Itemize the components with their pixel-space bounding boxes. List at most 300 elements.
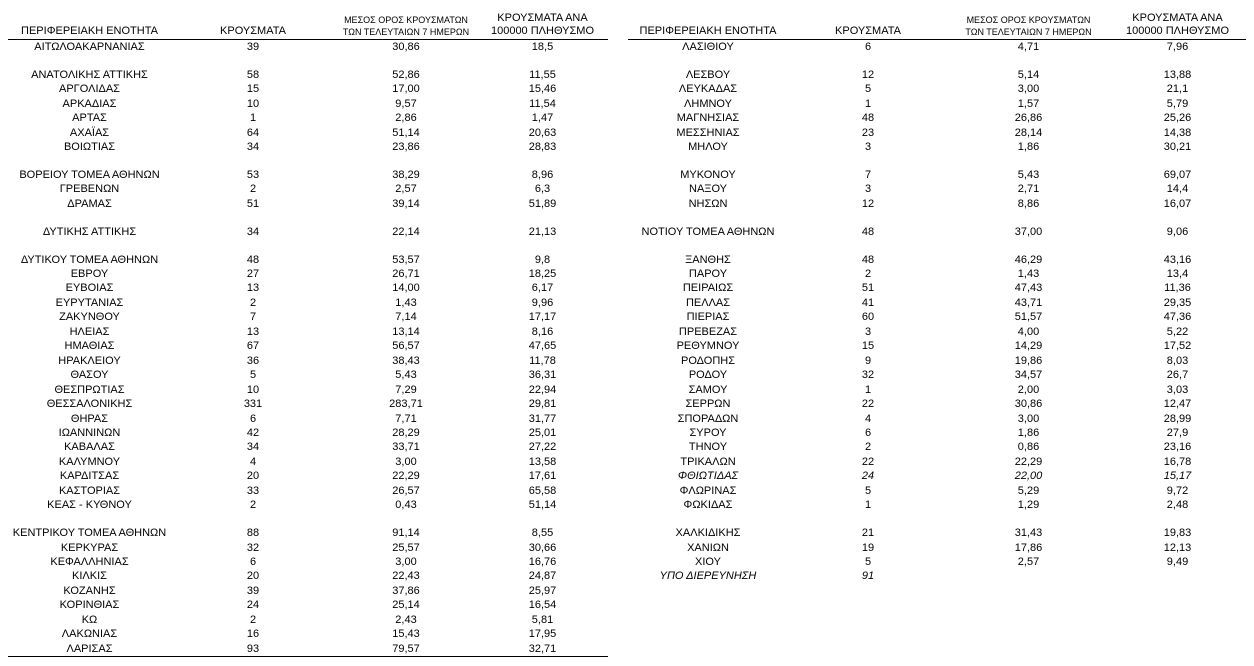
per100k-cell: 69,07 xyxy=(1163,168,1192,181)
cases-cell: 5 xyxy=(864,484,872,497)
region-cell: ΗΜΑΘΙΑΣ xyxy=(64,340,115,353)
region-cell: ΚΟΖΑΝΗΣ xyxy=(63,584,116,597)
spacer-row xyxy=(8,239,608,252)
region-cell: ΚΕΑΣ - ΚΥΘΝΟΥ xyxy=(47,499,132,512)
table-row xyxy=(8,40,608,55)
cases-cell: 2 xyxy=(864,441,872,454)
per100k-cell: 30,66 xyxy=(528,541,557,554)
cases-cell: 34 xyxy=(246,225,260,238)
header-cases: ΚΡΟΥΣΜΑΤΑ xyxy=(220,25,286,37)
region-cell: ΘΑΣΟΥ xyxy=(70,369,109,382)
table-row xyxy=(628,383,1246,397)
region-cell: ΧΑΝΙΩΝ xyxy=(687,541,729,554)
cases-cell: 15 xyxy=(246,83,260,96)
per100k-cell: 22,94 xyxy=(528,383,557,396)
table-row xyxy=(8,253,608,267)
region-cell: ΜΕΣΣΗΝΙΑΣ xyxy=(676,126,740,139)
avg7-cell: 39,14 xyxy=(392,197,420,210)
table-row xyxy=(628,397,1246,411)
table-row xyxy=(628,82,1246,96)
per100k-cell: 8,96 xyxy=(531,168,554,181)
table-row xyxy=(628,225,1246,239)
table-row xyxy=(628,354,1246,368)
per100k-cell: 2,48 xyxy=(1166,499,1189,512)
table-row xyxy=(628,541,1246,555)
cases-cell: 7 xyxy=(864,168,872,181)
avg7-cell: 46,29 xyxy=(1014,253,1043,266)
right-table-panel xyxy=(628,12,1246,584)
region-cell: ΚΩ xyxy=(81,613,98,626)
per100k-cell: 13,58 xyxy=(528,455,557,468)
table-row xyxy=(628,267,1246,281)
table-row xyxy=(8,598,608,612)
table-row xyxy=(8,325,608,339)
per100k-cell: 11,55 xyxy=(529,68,556,81)
avg7-cell: 14,00 xyxy=(392,282,420,295)
table-row xyxy=(628,325,1246,339)
avg7-cell: 37,86 xyxy=(392,584,420,597)
avg7-cell: 283,71 xyxy=(389,398,423,411)
per100k-cell: 1,47 xyxy=(531,112,554,125)
per100k-cell: 23,16 xyxy=(1163,441,1192,454)
per100k-cell: 31,77 xyxy=(528,412,557,425)
region-cell: ΠΙΕΡΙΑΣ xyxy=(686,311,730,324)
avg7-cell: 26,57 xyxy=(392,484,420,497)
avg7-cell: 22,29 xyxy=(392,470,420,483)
per100k-cell: 6,3 xyxy=(534,183,551,196)
table-row xyxy=(8,569,608,583)
table-row xyxy=(8,267,608,281)
region-cell: ΚΕΦΑΛΛΗΝΙΑΣ xyxy=(50,556,129,568)
region-cell: ΤΗΝΟΥ xyxy=(688,441,728,454)
table-body-right xyxy=(628,40,1246,584)
region-cell: ΥΠΟ ΔΙΕΡΕΥΝΗΣΗ xyxy=(659,570,757,583)
region-cell: ΑΡΤΑΣ xyxy=(72,112,107,125)
avg7-cell: 38,29 xyxy=(392,168,420,181)
region-cell: ΡΟΔΟΠΗΣ xyxy=(680,354,736,367)
region-cell: ΚΙΛΚΙΣ xyxy=(72,570,107,583)
cases-cell: 2 xyxy=(864,268,872,280)
per100k-cell: 28,83 xyxy=(528,141,557,154)
per100k-cell: 14,38 xyxy=(1163,126,1192,139)
spacer-row xyxy=(8,54,608,67)
cases-cell: 51 xyxy=(246,197,260,210)
region-cell: ΠΕΙΡΑΙΩΣ xyxy=(682,282,734,295)
cases-cell: 1 xyxy=(864,97,872,110)
region-cell: ΕΒΡΟΥ xyxy=(70,268,109,280)
per100k-cell: 29,35 xyxy=(1163,296,1192,309)
per100k-cell: 12,13 xyxy=(1163,541,1192,554)
per100k-cell: 20,63 xyxy=(528,126,557,139)
table-row xyxy=(628,40,1246,55)
table-row xyxy=(8,225,608,239)
cases-cell: 2 xyxy=(249,613,257,626)
avg7-cell: 53,57 xyxy=(392,253,420,266)
cases-cell: 21 xyxy=(861,527,875,540)
per100k-cell: 18,5 xyxy=(531,41,554,53)
avg7-cell: 17,00 xyxy=(392,83,420,96)
avg7-cell: 13,14 xyxy=(392,325,420,338)
cases-cell: 6 xyxy=(249,556,257,568)
cases-cell: 48 xyxy=(861,225,875,238)
avg7-cell: 0,86 xyxy=(1017,441,1040,454)
cases-cell: 22 xyxy=(861,455,875,468)
per100k-cell: 13,4 xyxy=(1166,268,1189,280)
region-cell: ΖΑΚΥΝΘΟΥ xyxy=(59,311,120,324)
avg7-cell: 3,00 xyxy=(395,556,417,568)
cases-cell: 58 xyxy=(246,68,260,81)
table-row xyxy=(8,383,608,397)
per100k-cell: 16,76 xyxy=(528,556,557,568)
avg7-cell: 56,57 xyxy=(392,340,420,353)
cases-cell: 6 xyxy=(864,41,872,53)
region-cell: ΑΧΑΪΑΣ xyxy=(69,126,110,139)
table-row xyxy=(628,484,1246,498)
per100k-cell: 47,36 xyxy=(1163,311,1192,324)
avg7-cell: 22,43 xyxy=(392,570,420,583)
table-row xyxy=(8,541,608,555)
region-cell: ΞΑΝΘΗΣ xyxy=(685,253,731,266)
region-cell: ΚΑΡΔΙΤΣΑΣ xyxy=(59,470,120,483)
region-cell: ΛΑΣΙΘΙΟΥ xyxy=(682,41,734,53)
cases-cell: 12 xyxy=(861,197,875,210)
avg7-cell xyxy=(948,569,1109,583)
cases-cell: 42 xyxy=(246,426,260,439)
avg7-cell: 25,14 xyxy=(392,599,420,612)
table-row xyxy=(8,339,608,353)
cases-cell: 12 xyxy=(861,68,875,81)
cases-table-right xyxy=(628,12,1246,584)
per100k-cell: 7,96 xyxy=(1166,41,1189,53)
per100k-cell: 65,58 xyxy=(528,484,557,497)
avg7-cell: 9,57 xyxy=(395,97,417,110)
region-cell: ΧΙΟΥ xyxy=(695,556,721,568)
cases-cell: 7 xyxy=(249,311,257,324)
cases-cell: 1 xyxy=(864,383,872,396)
region-cell: ΛΕΣΒΟΥ xyxy=(685,68,731,81)
table-row xyxy=(8,498,608,512)
header-avg7 xyxy=(335,12,477,40)
cases-cell: 10 xyxy=(246,383,260,396)
per100k-cell: 17,61 xyxy=(528,470,557,483)
cases-cell: 16 xyxy=(246,628,260,641)
cases-cell: 27 xyxy=(246,268,260,280)
per100k-cell: 3,03 xyxy=(1166,383,1189,396)
cases-cell: 4 xyxy=(249,455,257,468)
cases-cell: 93 xyxy=(171,642,335,657)
table-row xyxy=(8,296,608,310)
cases-cell: 39 xyxy=(246,584,260,597)
region-cell: ΑΡΓΟΛΙΔΑΣ xyxy=(59,83,120,96)
avg7-cell: 0,43 xyxy=(395,499,417,512)
table-row xyxy=(8,455,608,469)
avg7-cell: 31,43 xyxy=(1014,527,1043,540)
avg7-cell: 7,14 xyxy=(395,311,417,324)
table-row xyxy=(628,368,1246,382)
cases-cell: 41 xyxy=(861,296,875,309)
cases-cell: 15 xyxy=(861,340,875,353)
table-row xyxy=(628,197,1246,211)
per100k-cell: 17,17 xyxy=(528,311,557,324)
avg7-cell: 7,71 xyxy=(395,412,417,425)
cases-cell: 32 xyxy=(861,369,875,382)
per100k-cell: 16,78 xyxy=(1163,455,1192,468)
cases-cell: 2 xyxy=(249,183,257,196)
table-row xyxy=(8,82,608,96)
per100k-cell: 6,17 xyxy=(531,282,554,295)
avg7-cell: 1,86 xyxy=(1017,141,1040,154)
spacer-row xyxy=(628,155,1246,168)
region-cell: ΚΑΣΤΟΡΙΑΣ xyxy=(58,484,121,497)
avg7-cell: 38,43 xyxy=(392,354,420,367)
region-cell: ΙΩΑΝΝΙΝΩΝ xyxy=(58,426,121,439)
per100k-cell: 16,07 xyxy=(1163,197,1192,210)
cases-cell: 34 xyxy=(246,141,260,154)
table-row xyxy=(628,140,1246,154)
region-cell: ΡΟΔΟΥ xyxy=(688,369,728,382)
avg7-cell: 1,29 xyxy=(1017,499,1040,512)
per100k-cell: 26,7 xyxy=(1166,369,1189,382)
avg7-cell: 1,43 xyxy=(395,296,417,309)
cases-cell: 24 xyxy=(246,599,260,612)
avg7-cell: 1,86 xyxy=(1017,426,1040,439)
cases-cell: 5 xyxy=(864,556,872,568)
table-row xyxy=(8,310,608,324)
region-cell: ΠΕΛΛΑΣ xyxy=(685,296,731,309)
cases-cell: 13 xyxy=(246,325,260,338)
per100k-cell: 25,01 xyxy=(528,426,557,439)
cases-cell: 19 xyxy=(861,541,875,554)
header-per100k-text: ΚΡΟΥΣΜΑΤΑ ΑΝΑ 100000 ΠΛΗΘΥΣΜΟ xyxy=(1125,12,1230,37)
per100k-cell: 5,22 xyxy=(1166,325,1189,338)
per100k-cell: 13,88 xyxy=(1163,68,1192,81)
header-region: ΠΕΡΙΦΕΡΕΙΑΚΗ ΕΝΟΤΗΤΑ xyxy=(21,25,158,37)
region-cell: ΜΥΚΟΝΟΥ xyxy=(680,168,736,181)
per100k-cell: 19,83 xyxy=(1163,527,1192,540)
table-row xyxy=(8,68,608,82)
per100k-cell: 9,8 xyxy=(534,253,551,266)
region-cell: ΑΝΑΤΟΛΙΚΗΣ ΑΤΤΙΚΗΣ xyxy=(31,68,148,81)
region-cell: ΑΙΤΩΛΟΑΚΑΡΝΑΝΙΑΣ xyxy=(34,41,145,53)
cases-cell: 5 xyxy=(864,83,872,96)
table-row xyxy=(628,555,1246,569)
spacer-row xyxy=(8,513,608,526)
table-row xyxy=(628,310,1246,324)
region-cell: ΡΕΘΥΜΝΟΥ xyxy=(676,340,740,353)
per100k-cell: 30,21 xyxy=(1163,141,1192,154)
region-cell: ΚΑΛΥΜΝΟΥ xyxy=(58,455,121,468)
table-row xyxy=(628,412,1246,426)
per100k-cell: 9,96 xyxy=(531,296,554,309)
spacer-row xyxy=(8,211,608,224)
region-cell: ΜΑΓΝΗΣΙΑΣ xyxy=(676,112,740,125)
avg7-cell: 2,71 xyxy=(1017,183,1040,196)
cases-cell: 67 xyxy=(246,340,260,353)
per100k-cell: 47,65 xyxy=(528,340,557,353)
avg7-cell: 15,43 xyxy=(392,628,420,641)
table-row xyxy=(8,526,608,540)
table-row xyxy=(8,484,608,498)
cases-cell: 2 xyxy=(249,499,257,512)
region-cell: ΚΟΡΙΝΘΙΑΣ xyxy=(59,599,120,612)
avg7-cell: 2,57 xyxy=(1017,556,1040,568)
spacer-row xyxy=(628,54,1246,67)
header-per100k xyxy=(1109,12,1246,40)
table-row xyxy=(8,584,608,598)
table-row xyxy=(8,426,608,440)
region-cell: ΛΑΚΩΝΙΑΣ xyxy=(61,628,118,641)
avg7-cell: 26,86 xyxy=(1014,112,1043,125)
per100k-cell: 11,36 xyxy=(1164,282,1191,295)
per100k-cell: 9,49 xyxy=(1166,556,1189,568)
cases-cell: 1 xyxy=(249,112,257,125)
avg7-cell: 2,57 xyxy=(395,183,417,196)
region-cell: ΤΡΙΚΑΛΩΝ xyxy=(680,455,736,468)
avg7-cell: 34,57 xyxy=(1014,369,1043,382)
avg7-cell: 8,86 xyxy=(1017,197,1040,210)
region-cell: ΚΕΡΚΥΡΑΣ xyxy=(60,541,119,554)
header-cases: ΚΡΟΥΣΜΑΤΑ xyxy=(835,25,901,37)
table-row xyxy=(8,197,608,211)
table-row xyxy=(628,526,1246,540)
header-avg7-text: ΜΕΣΟΣ ΟΡΟΣ ΚΡΟΥΣΜΑΤΩΝ ΤΩΝ ΤΕΛΕΥΤΑΙΩΝ 7 ΗΜΕΡΩΝ xyxy=(965,15,1092,37)
avg7-cell: 47,43 xyxy=(1014,282,1043,295)
per100k-cell: 25,26 xyxy=(1163,112,1192,125)
cases-cell: 23 xyxy=(861,126,875,139)
table-row xyxy=(628,426,1246,440)
table-row xyxy=(628,126,1246,140)
region-cell: ΣΥΡΟΥ xyxy=(689,426,727,439)
table-row xyxy=(8,140,608,154)
avg7-cell: 2,00 xyxy=(1017,383,1040,396)
table-row xyxy=(628,498,1246,512)
table-row xyxy=(8,440,608,454)
table-row xyxy=(8,368,608,382)
avg7-cell: 3,00 xyxy=(1017,412,1040,425)
avg7-cell: 33,71 xyxy=(392,441,420,454)
table-header-right xyxy=(628,12,1246,40)
per100k-cell: 15,46 xyxy=(528,83,557,96)
region-cell: ΕΥΡΥΤΑΝΙΑΣ xyxy=(55,296,124,309)
table-row xyxy=(8,97,608,111)
per100k-cell: 11,78 xyxy=(529,354,556,367)
region-cell: ΒΟΙΩΤΙΑΣ xyxy=(63,141,116,154)
region-cell: ΕΥΒΟΙΑΣ xyxy=(65,282,114,295)
region-cell: ΠΑΡΟΥ xyxy=(688,268,728,280)
region-cell: ΝΟΤΙΟΥ ΤΟΜΕΑ ΑΘΗΝΩΝ xyxy=(641,225,775,238)
region-cell: ΒΟΡΕΙΟΥ ΤΟΜΕΑ ΑΘΗΝΩΝ xyxy=(19,168,160,181)
cases-cell: 3 xyxy=(864,325,872,338)
avg7-cell: 28,29 xyxy=(392,426,420,439)
region-cell: ΘΗΡΑΣ xyxy=(70,412,109,425)
cases-cell: 36 xyxy=(246,354,260,367)
spacer-row xyxy=(628,513,1246,526)
table-row xyxy=(8,469,608,483)
cases-cell: 34 xyxy=(246,441,260,454)
cases-cell: 20 xyxy=(246,470,260,483)
table-row xyxy=(628,440,1246,454)
cases-cell: 4 xyxy=(864,412,872,425)
region-cell: ΣΠΟΡΑΔΩΝ xyxy=(677,412,739,425)
cases-cell: 5 xyxy=(249,369,257,382)
per100k-cell: 5,81 xyxy=(531,613,554,626)
table-row xyxy=(8,412,608,426)
region-cell: ΚΑΒΑΛΑΣ xyxy=(64,441,115,454)
table-row xyxy=(628,182,1246,196)
header-avg7-text: ΜΕΣΟΣ ΟΡΟΣ ΚΡΟΥΣΜΑΤΩΝ ΤΩΝ ΤΕΛΕΥΤΑΙΩΝ 7 ΗΜΕΡΩΝ xyxy=(342,15,470,37)
table-row xyxy=(8,281,608,295)
cases-cell: 2 xyxy=(249,296,257,309)
per100k-cell: 15,17 xyxy=(1163,470,1192,483)
region-cell: ΣΑΜΟΥ xyxy=(688,383,728,396)
table-row xyxy=(8,168,608,182)
cases-cell: 6 xyxy=(249,412,257,425)
cases-table-left xyxy=(8,12,608,657)
avg7-cell: 3,00 xyxy=(1017,83,1040,96)
avg7-cell: 14,29 xyxy=(1014,340,1043,353)
avg7-cell: 5,29 xyxy=(1017,484,1040,497)
per100k-cell: 9,06 xyxy=(1166,225,1189,238)
cases-cell: 48 xyxy=(861,112,875,125)
avg7-cell: 43,71 xyxy=(1014,296,1043,309)
region-cell: ΗΛΕΙΑΣ xyxy=(69,325,110,338)
region-cell: ΠΡΕΒΕΖΑΣ xyxy=(678,325,738,338)
table-row xyxy=(628,339,1246,353)
table-row xyxy=(8,555,608,569)
cases-cell: 6 xyxy=(864,426,872,439)
per100k-cell: 18,25 xyxy=(528,268,557,280)
cases-cell: 10 xyxy=(246,97,260,110)
avg7-cell: 22,14 xyxy=(392,225,420,238)
table-row xyxy=(628,168,1246,182)
spacer-row xyxy=(8,155,608,168)
spacer-row xyxy=(628,239,1246,252)
cases-cell: 32 xyxy=(246,541,260,554)
region-cell: ΗΡΑΚΛΕΙΟΥ xyxy=(58,354,121,367)
table-row xyxy=(628,281,1246,295)
region-cell: ΔΡΑΜΑΣ xyxy=(67,197,112,210)
region-cell: ΔΥΤΙΚΗΣ ΑΤΤΙΚΗΣ xyxy=(42,225,137,238)
avg7-cell: 19,86 xyxy=(1014,354,1043,367)
spacer-row xyxy=(628,211,1246,224)
avg7-cell: 5,43 xyxy=(395,369,417,382)
avg7-cell: 7,29 xyxy=(395,383,417,396)
region-cell: ΑΡΚΑΔΙΑΣ xyxy=(62,97,117,110)
avg7-cell: 4,00 xyxy=(1017,325,1040,338)
table-row xyxy=(628,469,1246,483)
header-region: ΠΕΡΙΦΕΡΕΙΑΚΗ ΕΝΟΤΗΤΑ xyxy=(639,25,777,37)
header-per100k xyxy=(477,12,608,40)
table-row xyxy=(628,296,1246,310)
avg7-cell: 17,86 xyxy=(1014,541,1043,554)
table-row xyxy=(628,68,1246,82)
region-cell: ΚΕΝΤΡΙΚΟΥ ΤΟΜΕΑ ΑΘΗΝΩΝ xyxy=(12,527,167,540)
per100k-cell: 9,72 xyxy=(1166,484,1189,497)
table-row xyxy=(8,627,608,641)
cases-cell: 22 xyxy=(861,398,875,411)
per100k-cell: 32,71 xyxy=(477,642,608,657)
cases-cell: 3 xyxy=(864,183,872,196)
cases-cell: 20 xyxy=(246,570,260,583)
avg7-cell: 1,43 xyxy=(1017,268,1040,280)
per100k-cell: 24,87 xyxy=(528,570,557,583)
table-row xyxy=(8,126,608,140)
per100k-cell: 51,14 xyxy=(528,499,557,512)
region-cell: ΘΕΣΣΑΛΟΝΙΚΗΣ xyxy=(46,398,133,411)
per100k-cell: 28,99 xyxy=(1163,412,1192,425)
avg7-cell: 52,86 xyxy=(392,68,420,81)
avg7-cell: 30,86 xyxy=(392,41,420,53)
